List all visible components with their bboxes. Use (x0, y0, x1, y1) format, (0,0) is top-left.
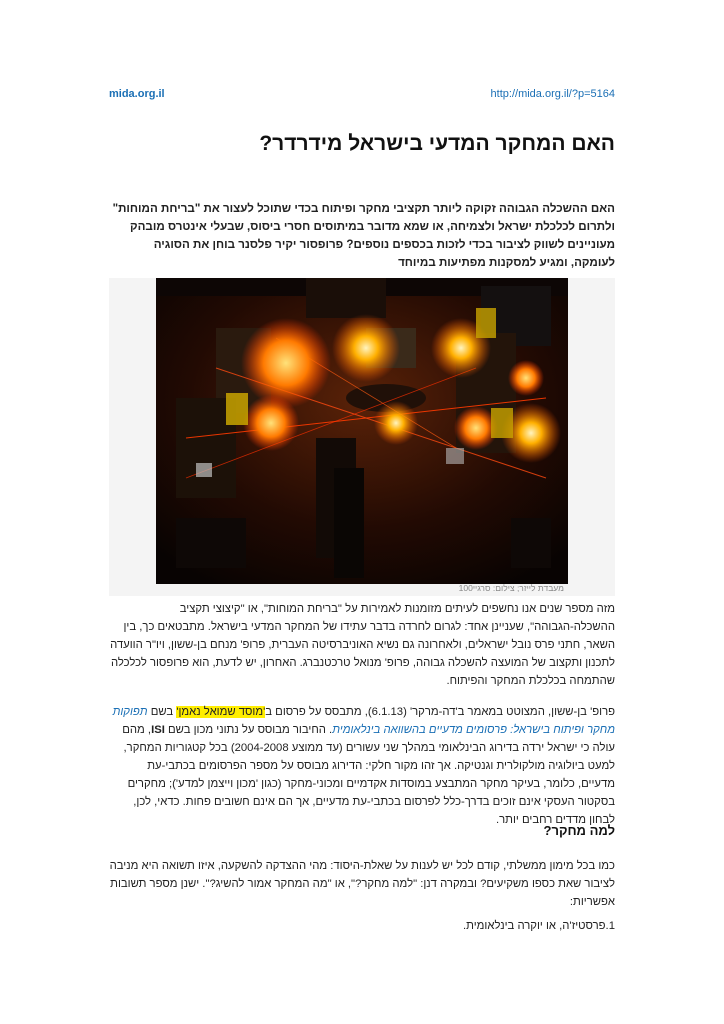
isi-label: ISI (151, 724, 165, 736)
paragraph-2 (109, 703, 615, 829)
image-caption: מעבדת לייזר; צילום: סרגיי100 (458, 583, 564, 593)
paragraph-1: מזה מספר שנים אנו נחשפים לעיתים מזומנות לאמירות על "בריחת המוחות", או "קיצוצי תקציב ההשכלה-הגבוהה", שעניינן אחד: לגרום לחרדה בדבר עתידו של המחקר המדעי בישראל. מתבטאים כך, בין השאר, חתני פרס נובל ישראלים, ולאחרונה גם נשיא האוניברסיטה העברית, פרופ' מנחם בן-ששון, ויו"ר הוועדה לתכנון ותקצוב של המועצה להשכלה גבוהה, פרופ' מנואל טרכטנברג. האחרון, יש לדעת, הוא פרופסור לכלכלה שהתמחה בכלכלת המחקר והפיתוח. (110, 603, 615, 687)
article-title: האם המחקר המדעי בישראל מידרדר? (259, 132, 615, 155)
url-link[interactable]: http://mida.org.il/?p=5164 (490, 88, 615, 100)
article-lead: האם ההשכלה הגבוהה זקוקה ליותר תקציבי מחקר ופיתוח בכדי שתוכל לעצור את "בריחת המוחות" ולתרום לכלכלת ישראל ולצמיחה, או שמא מדובר במיתוסים חסרי ביסוס, שבעלי אינטרס מובהק מעוניינים לשווק לציבור בכדי לזכות בכספים נוספים? פרופסור יקיר פלסנר בוחן את הסוגיה לעומקה, ומגיע למסקנות מפתיעות במיוחד (112, 202, 615, 269)
paragraph-2-part-d: , מהם עולה כי ישראל ירדה בדירוג הבינלאומי במהלך שני עשורים (עד ממוצע 2004-2008) בכל קטגוריות המחקר, למעט ביולוגיה מולקולרית וגנטיקה. אך זהו מקור חלקי: הדירוג מבוסס על מספר הפרסומים בכתבי-עת מדעיים, כלומר, בעיקר מחקר המתבצע במוסדות אקדמיים ומכוני-מחקר (כגון 'מכון וייצמן למדע'); מחקרים בסקטור העסקי אינם זוכים בדרך-כלל לפרסום בכתבי-עת מדעיים, אך הם אינם חשובים פחות. כדאי, לכן, לבחון מדדים רחבים יותר. (122, 724, 615, 826)
page-header (109, 88, 615, 104)
paragraph-4: 1.פרסטיז'ה, או יוקרה בינלאומית. (463, 920, 615, 932)
article-figure (109, 278, 615, 596)
paragraph-2-part-b: בשם (147, 706, 177, 718)
paragraph-3: כמו בכל מימון ממשלתי, קודם לכל יש לענות על שאלת-היסוד: מהי ההצדקה להשקעה, איזו תשואה היא מניבה לציבור שאת כספו משקיעים? ובמקרה דנן: "למה מחקר?", או "מה המחקר אמור להשיג?". ישנן מספר תשובות אפשריות: (109, 860, 615, 908)
publication-link[interactable]: תפוקות מחקר ופיתוח בישראל: פרסומים מדעיים בהשוואה בינלאומית (112, 706, 615, 736)
paragraph-2-part-c: . החיבור מבוסס על נתוני מכון בשם (164, 724, 333, 736)
laser-lab-photo (156, 278, 568, 584)
highlighted-institute: 'מוסד שמואל נאמן' (176, 706, 266, 718)
site-link[interactable]: mida.org.il (109, 88, 165, 100)
paragraph-2-part-a: פרופ' בן-ששון, המצוטט במאמר ב'דה-מרקר' (6.1.13), מתבסס על פרסום ב (265, 706, 615, 718)
section-heading: למה מחקר? (543, 823, 615, 838)
